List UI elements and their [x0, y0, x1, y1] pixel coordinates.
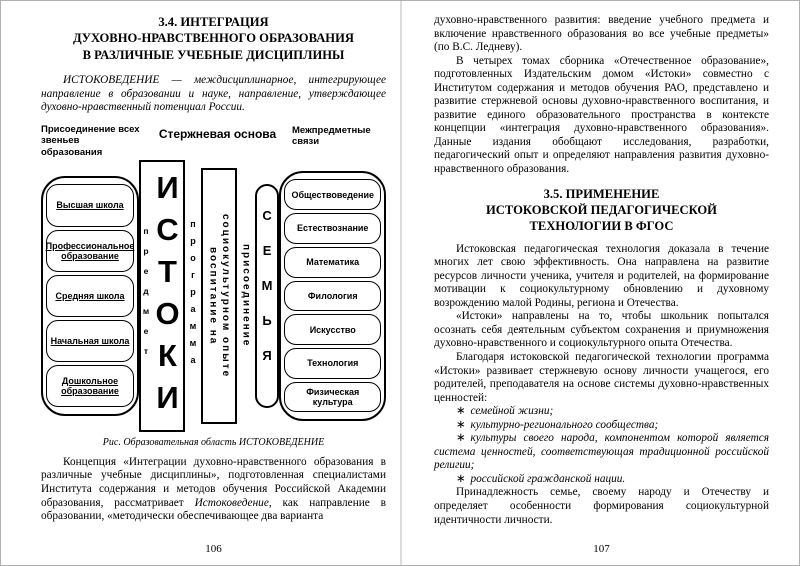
subject-box: [284, 247, 381, 278]
school-level-box: [46, 230, 134, 272]
value-list-item: [434, 419, 769, 433]
values-intro-paragraph: Благодаря истоковской педагогической технологии программа «Истоки» развивает стержневую основу личности учащегося, его родителей, преподавателя на основе системы духовно-нравственных ценностей:: [433, 351, 769, 404]
value-list-item: [434, 473, 769, 487]
subject-box: [284, 348, 381, 379]
heading-line: ДУХОВНО-НРАВСТВЕННОГО ОБРАЗОВАНИЯ: [72, 31, 354, 46]
school-level-label: Средняя школа: [55, 290, 125, 301]
istoki-vertical-word: ИСТОКИ: [150, 169, 185, 422]
concept-paragraph-italic: Истоковедение: [194, 496, 269, 509]
prisoedinenie-vertical-label: присоединение: [240, 244, 252, 348]
subject-box: [284, 213, 381, 244]
heading-line: 3.4. ИНТЕГРАЦИЯ: [158, 15, 269, 29]
value-item-text: культуры своего народа, компонентом которой является система ценностей, соответствующая традиционной российской религии;: [433, 432, 769, 472]
subject-box: [284, 179, 381, 210]
label-core-basis: Стержневая основа: [158, 126, 277, 141]
school-level-box: [46, 184, 134, 226]
value-list-item: [434, 405, 769, 419]
school-level-label: Профессиональное образование: [45, 240, 135, 261]
bullet-marker: ∗: [455, 432, 466, 445]
istokovedenie-definition: ИСТОКОВЕДЕНИЕ — междисциплинарное, интегрирующее направление в образовании и науке, направление, утверждающее духовно-нравственный потенциал России.: [41, 74, 386, 114]
bullet-marker: ∗: [455, 418, 466, 431]
volumes-paragraph: В четырех томах сборника «Отечественное образование», подготовленных Издательским домом «Истоки» совместно с Институтом содержания и методов обучения РАО, представлено и развитие стержневой основы духовно-нравственного воспитания, и развитие единого образовательного пространства в контексте концепции «интеграция духовно-нравственного образования». Данные издания обобщают исследования, разработки, педагогический опыт и определяют направления развития духовно-нравственного образования.: [433, 54, 769, 176]
page-number-right: 107: [593, 543, 610, 555]
istoki-core-box: [139, 160, 185, 432]
bullet-marker: ∗: [455, 405, 466, 418]
section-heading-3-5: [434, 186, 769, 235]
subject-box: [284, 382, 381, 413]
subject-label: Естествознание: [297, 223, 369, 234]
predmet-vertical-label: предмет: [141, 225, 151, 366]
subject-box: [284, 314, 381, 345]
page-number-left: 106: [205, 543, 222, 555]
concept-paragraph-part1: Концепция «Интеграции духовно-нравственного образования в различные учебные дисциплины», подготовленная специалистами Института содержания и методов обучения Российской Академии образования, рассматривает: [41, 455, 386, 509]
value-item-text: культурно-регионального сообщества;: [470, 418, 659, 431]
vospitanie-box: [201, 168, 237, 424]
concept-paragraph-part2: , как направление в образовании, «методически обеспечивающее два варианта: [41, 496, 387, 523]
school-level-box: [46, 275, 134, 317]
vospitanie-line-1: воспитание на: [207, 246, 219, 346]
education-levels-group: [41, 176, 139, 416]
programma-vertical-label: программа: [188, 219, 198, 373]
istoki-aim-paragraph: «Истоки» направлены на то, чтобы школьник попытался осознать себя деятельным субъектом сохранения и приумножения духовно-нравственного и социокультурного опыта Отечества.: [433, 310, 769, 350]
diagram-labels: [41, 124, 386, 158]
effectiveness-paragraph: Истоковская педагогическая технология доказала в течение многих лет свою эффективность. Она направлена на развитие ресурсов личности ученика, учителя и родителей, на формирование мотивации к социокультурному обновлению и духовному возрождению малой Родины, региона и Отечества.: [433, 242, 769, 309]
subject-box: [284, 281, 381, 312]
istokovedenie-diagram: [41, 124, 386, 432]
subjects-group: [279, 171, 386, 421]
school-level-label: Дошкольное образование: [61, 376, 119, 397]
heading-line: 3.5. ПРИМЕНЕНИЕ: [543, 186, 660, 201]
family-box: [255, 184, 280, 408]
figure-caption: Рис. Образовательная область ИСТОКОВЕДЕНИЕ: [102, 436, 325, 448]
subject-label: Технология: [307, 358, 359, 369]
continuation-paragraph: духовно-нравственного развития: введение учебного предмета и включение нравственного образования во все учебные предметы» (по В.С. Ледневу).: [433, 14, 769, 54]
concept-paragraph: [41, 456, 386, 524]
heading-line: ТЕХНОЛОГИИ В ФГОС: [529, 219, 674, 234]
value-item-text: российской гражданской нации.: [470, 472, 626, 485]
value-list-item: [434, 432, 769, 473]
subject-label: Филология: [307, 290, 358, 301]
school-level-label: Высшая школа: [56, 200, 124, 211]
diagram-main: [41, 160, 386, 432]
school-level-label: Начальная школа: [50, 336, 130, 347]
heading-line: ИСТОКОВСКОЙ ПЕДАГОГИЧЕСКОЙ: [485, 202, 717, 217]
heading-line: В РАЗЛИЧНЫЕ УЧЕБНЫЕ ДИСЦИПЛИНЫ: [82, 47, 345, 62]
school-level-box: [46, 365, 134, 407]
school-level-box: [46, 320, 134, 362]
bullet-marker: ∗: [455, 472, 466, 485]
page-right: [402, 1, 799, 565]
label-interdisciplinary: Межпредметные связи: [292, 124, 371, 148]
subject-label: Искусство: [309, 324, 356, 335]
vospitanie-line-2: социокультурном опыте: [220, 213, 232, 378]
subject-label: Математика: [306, 257, 360, 268]
label-education-links: Присоединение всех звеньев образования: [41, 123, 140, 158]
subject-label: Физическая культура: [306, 386, 360, 408]
family-vertical-word: СЕМЬЯ: [259, 208, 275, 384]
section-heading-3-4: [41, 14, 386, 63]
subject-label: Обществоведение: [291, 189, 374, 200]
value-item-text: семейной жизни;: [470, 405, 554, 418]
belonging-paragraph: Принадлежность семье, своему народу и Отечеству и определяет особенности формирования социокультурной идентичности личности.: [433, 486, 769, 526]
page-left: [1, 1, 400, 565]
